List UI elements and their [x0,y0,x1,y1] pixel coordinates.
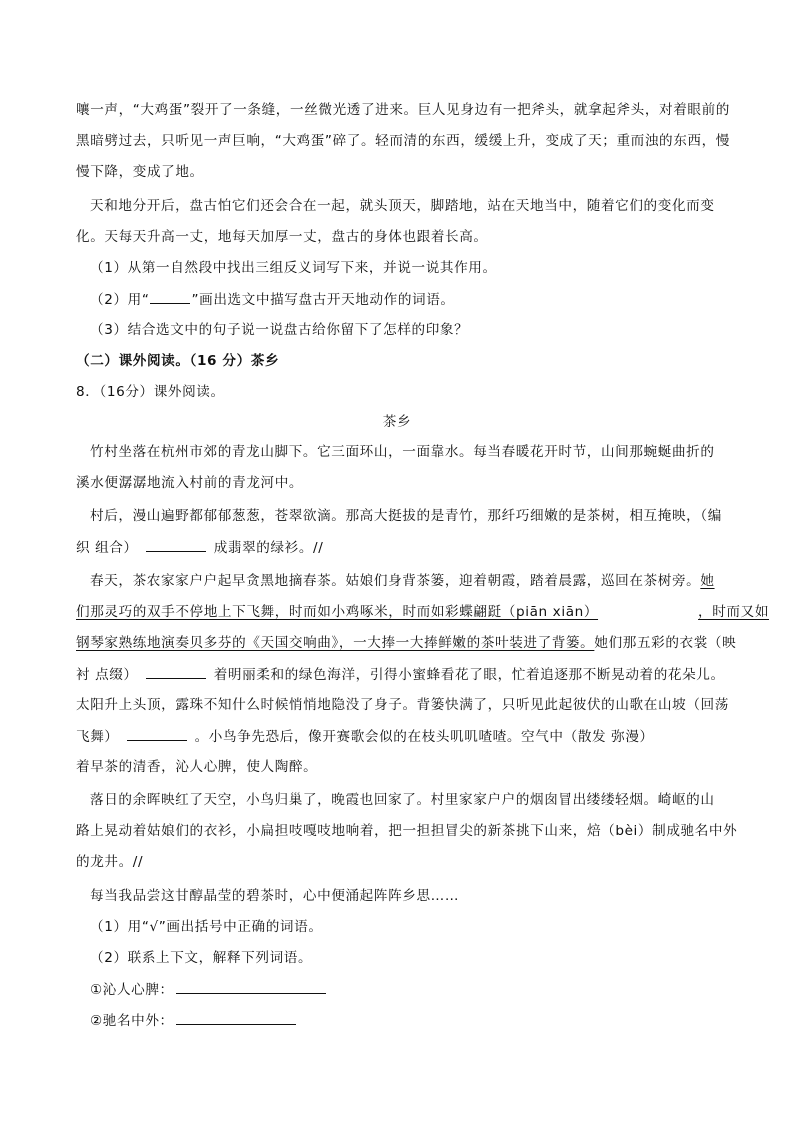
p3-line-5: 太阳升上头顶，露珠不知什么时候悄悄地隐没了身子。背篓快满了，只听见此起彼伏的山歌在山坡（回荡 [76,697,729,713]
p5-line: 每当我品尝这甘醇晶莹的碧茶时，心中便涌起阵阵乡思…… [90,888,460,904]
passage1-para2-line-1: 天和地分开后，盘古怕它们还会合在一起，就头顶天，脚踏地，站在天地当中，随着它们的变化而变 [90,198,715,214]
passage1-line-2: 黑暗劈过去，只听见一声巨响，“大鸡蛋”碎了。轻而清的东西，缓缓上升，变成了天；重而浊的东西，慢 [76,133,730,149]
p4-line-3: 的龙井。// [76,854,144,870]
q7-subquestion-1: （1）从第一自然段中找出三组反义词写下来，并说一说其作用。 [90,260,497,276]
p2-line-1: 村后，漫山遍野都郁郁葱葱，苍翠欲滴。那高大挺拔的是青竹，那纤巧细嫩的是茶树，相互掩映，（编 [90,508,722,524]
section-header: （二）课外阅读。（16 分）茶乡 [76,353,280,369]
underlined-sentence-start: 她 [700,573,715,589]
p3-line-1 [90,571,740,591]
choice-huidang-feiwu: 飞舞） [76,729,119,745]
underline-sample [150,289,190,304]
p3-line-4 [76,664,726,685]
p4-line-1: 落日的余晖映红了天空，小鸟归巢了，晚霞也回家了。村里家家户户的烟囱冒出缕缕轻烟。崎岖的山 [90,792,715,808]
p1-line-2: 溪水便潺潺地流入村前的青龙河中。 [76,475,304,491]
passage1-line-1: 嚷一声，“大鸡蛋”裂开了一条缝，一丝微光透了进来。巨人见身边有一把斧头，就拿起斧头，对着眼前的 [76,102,730,118]
p2-line-2 [76,537,726,558]
p3-line-4-rest: 着明丽柔和的绿色海洋，引得小蜜蜂看花了眼，忙着追逐那不断晃动着的花朵儿。 [213,667,725,683]
choice-bianzhi-zuhe: 织 组合） [76,540,138,556]
p3-line-2-rest: ，时而又如 [698,604,770,620]
underlined-sentence-end: 钢琴家熟练地演奏贝多芬的《天国交响曲》，一大捧一大捧鲜嫩的茶叶装进了背篓。 [76,635,595,651]
p2-line-2-rest: 成翡翠的绿衫。// [213,540,324,556]
answer-line-1[interactable] [176,979,326,994]
p3-line-2 [76,602,770,622]
word-2-label: ②驰名中外： [90,1013,174,1029]
q8-word-2 [90,1010,740,1031]
p3-line-3-rest: 她们那五彩的衣裳（映 [594,635,737,651]
p3-line-7: 着早茶的清香，沁人心脾，使人陶醉。 [76,759,318,775]
question-8-intro: 8．（16分）课外阅读。 [76,384,225,400]
q7-s2-suffix: ”画出选文中描写盘古开天地动作的词语。 [191,292,455,308]
answer-blank-2[interactable] [146,664,206,679]
passage1-para2-line-2: 化。天每天升高一丈，地每天加厚一丈，盘古的身体也跟着长高。 [76,229,488,245]
p3-line-6-rest: 。小鸟争先恐后，像开赛歌会似的在枝头叽叽喳喳。空气中（散发 弥漫） [194,729,654,745]
answer-blank-1[interactable] [146,537,206,552]
answer-blank-3[interactable] [127,726,187,741]
p3-line-2-text: 们那灵巧的双手不停地上下飞舞，时而如小鸡啄米，时而如彩蝶翩跹（piān xiān） [76,604,599,620]
p1-line-1: 竹村坐落在杭州市郊的青龙山脚下。它三面环山，一面靠水。每当春暖花开时节，山间那蜿蜒曲折的 [90,444,715,460]
p4-line-2: 路上晃动着姑娘们的衣衫，小扁担吱嘎吱地响着，把一担担冒尖的新茶挑下山来，焙（bèi）制成驰名中外 [76,823,738,839]
answer-line-2[interactable] [176,1010,296,1025]
q7-s2-prefix: （2）用“ [90,292,150,308]
q7-subquestion-2 [90,289,740,310]
passage-title: 茶乡 [382,414,412,430]
choice-yingchen-dianzhui: 衬 点缀） [76,667,138,683]
passage1-line-3: 慢下降，变成了地。 [76,164,204,180]
q7-subquestion-3: （3）结合选文中的句子说一说盘古给你留下了怎样的印象？ [90,322,469,338]
answer-blank-pianxian[interactable] [598,602,698,616]
p3-line-6 [76,726,726,747]
p3-line-1-text: 春天，茶农家家户户起早贪黑地摘春茶。姑娘们身背茶篓，迎着朝霞，踏着晨露，巡回在茶树旁。 [90,573,701,589]
word-1-label: ①沁人心脾： [90,982,174,998]
q8-subquestion-2: （2）联系上下文，解释下列词语。 [90,950,313,966]
q8-subquestion-1: （1）用“√”画出括号中正确的词语。 [90,919,323,935]
p3-line-3 [76,633,737,653]
q8-word-1 [90,979,740,1000]
